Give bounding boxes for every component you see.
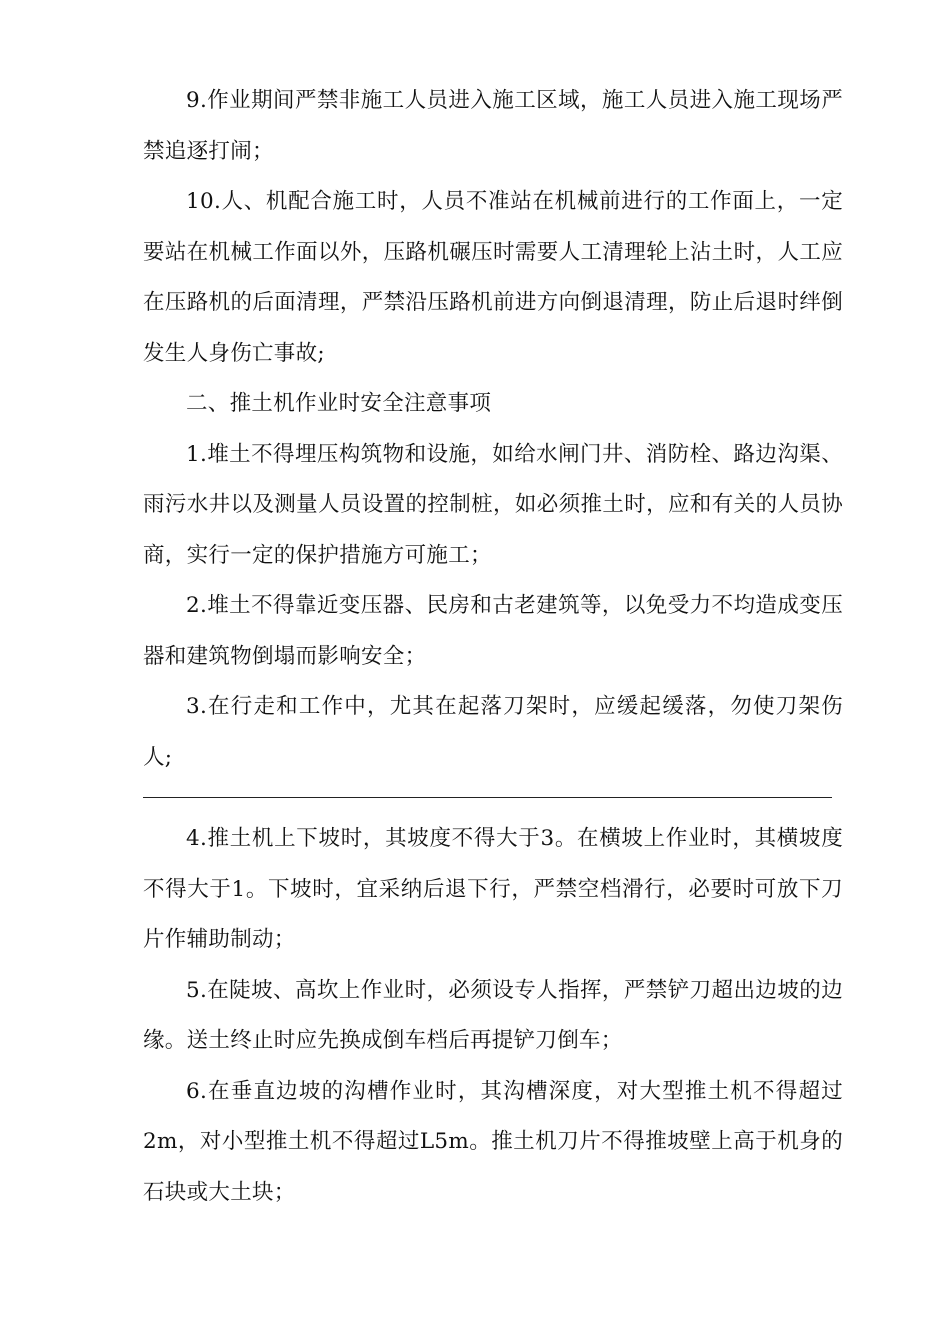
paragraph-item-10: 10.人、机配合施工时，人员不准站在机械前进行的工作面上，一定要站在机械工作面以外，压路机碾压时需要人工清理轮上沾土时，人工应在压路机的后面清理，严禁沿压路机前进方向倒退清理，防止后退时绊倒发生人身伤亡事故; bbox=[143, 189, 843, 366]
paragraph-item-3: 3.在行走和工作中，尤其在起落刀架时，应缓起缓落，勿使刀架伤人; bbox=[143, 694, 843, 770]
paragraph-item-1: 1.堆土不得埋压构筑物和设施，如给水闸门井、消防栓、路边沟渠、雨污水井以及测量人员设置的控制桩，如必须推土时，应和有关的人员协商，实行一定的保护措施方可施工； bbox=[143, 441, 843, 568]
paragraph-item-5: 5.在陡坡、高坎上作业时，必须设专人指挥，严禁铲刀超出边坡的边缘。送土终止时应先换成倒车档后再提铲刀倒车； bbox=[143, 977, 843, 1053]
paragraph-item-4: 4.推土机上下坡时，其坡度不得大于3。在横坡上作业时，其横坡度不得大于1。下坡时，宜采纳后退下行，严禁空档滑行，必要时可放下刀片作辅助制动； bbox=[143, 826, 843, 952]
paragraph-item-2: 2.堆土不得靠近变压器、民房和古老建筑等，以免受力不均造成变压器和建筑物倒塌而影响安全； bbox=[143, 593, 843, 669]
section-heading: 二、推土机作业时安全注意事项 bbox=[186, 391, 492, 416]
page-top-section bbox=[143, 76, 843, 783]
page-divider bbox=[143, 797, 832, 798]
paragraph-item-6: 6.在垂直边坡的沟槽作业时，其沟槽深度，对大型推土机不得超过2m，对小型推土机不得超过L5m。推土机刀片不得推坡壁上高于机身的石块或大土块； bbox=[143, 1078, 843, 1205]
paragraph-item-9: 9.作业期间严禁非施工人员进入施工区域，施工人员进入施工现场严禁追逐打闹； bbox=[143, 88, 843, 164]
page-bottom-section bbox=[143, 814, 843, 1218]
